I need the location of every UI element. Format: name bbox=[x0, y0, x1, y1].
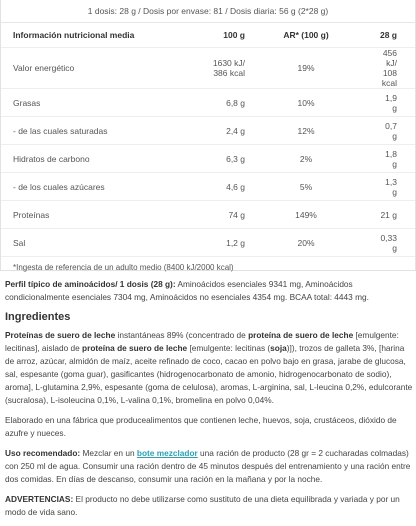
usage-section bbox=[5, 447, 413, 486]
row-value-28g: 1,9 g bbox=[367, 89, 415, 117]
table-header-row bbox=[1, 23, 415, 48]
row-value-100g: 4,6 g bbox=[185, 173, 245, 201]
table-row bbox=[1, 145, 415, 173]
row-value-100g: 74 g bbox=[185, 201, 245, 229]
reference-footnote: *Ingesta de referencia de un adulto medio (8400 kJ/2000 kcal) bbox=[13, 263, 234, 272]
amino-label: Perfil típico de aminoácidos/ 1 dosis (28 g): bbox=[5, 279, 176, 289]
amino-text: Aminoácidos esenciales 9341 mg, Aminoácidos condicionalmente esenciales 7304 mg, Aminoácidos no esenciales 4354 mg. BCAA total: 4443 mg. bbox=[5, 279, 369, 302]
table-row bbox=[1, 201, 415, 229]
ingredient-bold-1: Proteínas de suero de leche bbox=[5, 330, 116, 340]
row-value-28g: 0,33 g bbox=[367, 229, 415, 257]
row-name: - de los cuales azúcares bbox=[1, 173, 185, 201]
usage-label: Uso recomendado: bbox=[5, 448, 81, 458]
product-description bbox=[5, 278, 413, 526]
nutrition-table bbox=[1, 23, 415, 257]
row-name: Hidratos de carbono bbox=[1, 145, 185, 173]
table-row bbox=[1, 89, 415, 117]
row-value-28g: 456 kJ/ 108 kcal bbox=[367, 48, 415, 89]
ingredients-list bbox=[5, 329, 413, 407]
ingredient-text-2: [emulgente: lecitinas], aislado de bbox=[5, 330, 399, 353]
row-name: Valor energético bbox=[1, 48, 185, 89]
header-28g: 28 g bbox=[367, 23, 415, 48]
row-value-28g: 0,7 g bbox=[367, 117, 415, 145]
ingredient-text-3: [emulgente: lecitinas ( bbox=[187, 343, 271, 353]
row-name: - de las cuales saturadas bbox=[1, 117, 185, 145]
header-nutrition: Información nutricional media bbox=[1, 23, 185, 48]
header-100g: 100 g bbox=[185, 23, 245, 48]
ingredients-title: Ingredientes bbox=[5, 311, 71, 323]
row-value-ar: 19% bbox=[245, 48, 367, 89]
dosage-note: 1 dosis: 28 g / Dosis por envase: 81 / Dosis diaria: 56 g (2*28 g) bbox=[1, 0, 415, 23]
ingredient-text-1: instantáneas 89% (concentrado de bbox=[115, 330, 249, 340]
amino-acid-profile bbox=[5, 278, 413, 304]
table-row bbox=[1, 229, 415, 257]
header-ar: AR* (100 g) bbox=[245, 23, 367, 48]
row-value-ar: 20% bbox=[245, 229, 367, 257]
ingredient-bold-3: proteína de suero de leche bbox=[82, 343, 188, 353]
row-value-100g: 6,8 g bbox=[185, 89, 245, 117]
warnings-section bbox=[5, 493, 413, 519]
row-value-100g: 1,2 g bbox=[185, 229, 245, 257]
row-value-100g: 2,4 g bbox=[185, 117, 245, 145]
ingredient-text-4: )]), trozos de galleta 3%, [harina de arroz, azúcar, almidón de maíz, aceite refinado de coco, cacao en polvo bajo en grasa, jarabe de glucosa, sal, espesante (goma guar), gasificantes (hidrogenocarbonato de amonio, hidrogenocarbonato de sodio), aroma], L-glutamina 2,9%, espesante (goma de celulosa), aromas, L-arginina, sal, L-leucina 0,2%, edulcorante (sucralosa), L-isoleucina 0,1%, L-valina 0,1%, bromelina en polvo 0,04%. bbox=[5, 343, 413, 405]
row-value-ar: 2% bbox=[245, 145, 367, 173]
allergen-note: Elaborado en una fábrica que producealimentos que contienen leche, huevos, soja, crustáceos, dióxido de azufre y nueces. bbox=[5, 415, 397, 438]
warnings-label: ADVERTENCIAS: bbox=[5, 494, 74, 504]
usage-text-pre: Mezclar en un bbox=[80, 448, 137, 458]
warnings-text: El producto no debe utilizarse como sustituto de una dieta equilibrada y variada y por un modo de vida sano. bbox=[5, 494, 400, 517]
row-value-28g: 1,8 g bbox=[367, 145, 415, 173]
row-value-ar: 12% bbox=[245, 117, 367, 145]
row-name: Proteínas bbox=[1, 201, 185, 229]
table-row bbox=[1, 117, 415, 145]
row-name: Grasas bbox=[1, 89, 185, 117]
table-row bbox=[1, 173, 415, 201]
row-value-ar: 5% bbox=[245, 173, 367, 201]
row-value-28g: 21 g bbox=[367, 201, 415, 229]
ingredient-bold-4: soja bbox=[270, 343, 287, 353]
row-name: Sal bbox=[1, 229, 185, 257]
row-value-ar: 10% bbox=[245, 89, 367, 117]
row-value-100g: 6,3 g bbox=[185, 145, 245, 173]
shaker-link[interactable]: bote mezclador bbox=[136, 448, 198, 458]
row-value-28g: 1,3 g bbox=[367, 173, 415, 201]
row-value-ar: 149% bbox=[245, 201, 367, 229]
row-value-100g: 1630 kJ/ 386 kcal bbox=[185, 48, 245, 89]
table-row bbox=[1, 48, 415, 89]
usage-text-post: una ración de producto (28 gr = 2 cucharadas colmadas) con 250 ml de agua. Consumir una ración dentro de 45 minutos después del entrenamiento y una ración entre dos comidas. En días de descanso, consumir una ración en la mañana y por la noche. bbox=[5, 448, 411, 484]
ingredient-bold-2: proteína de suero de leche bbox=[248, 330, 354, 340]
